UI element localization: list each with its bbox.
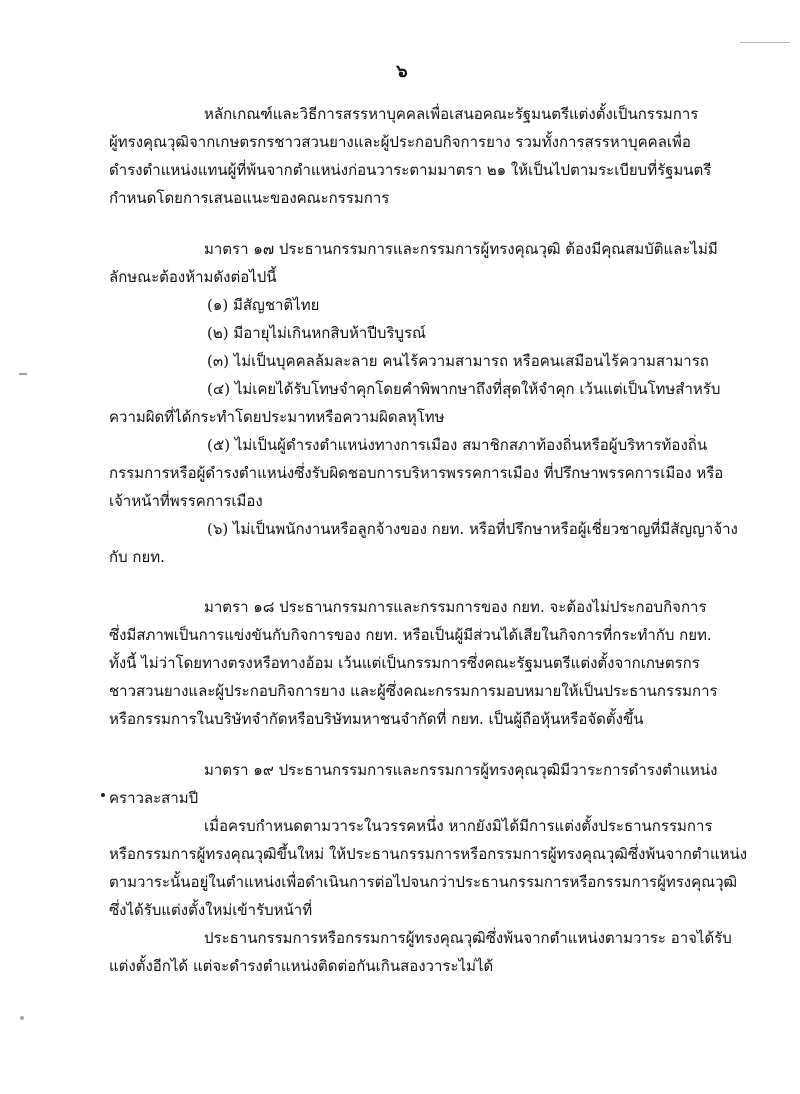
qualification-item-1: (๑) มีสัญชาติไทย xyxy=(207,296,320,314)
paragraph-line: แต่งตั้งอีกได้ แต่จะดำรงตำแหน่งติดต่อกันเกินสองวาระไม่ได้ xyxy=(109,957,494,975)
qualification-item-5: (๕) ไม่เป็นผู้ดำรงตำแหน่งทางการเมือง สมาชิกสภาท้องถิ่นหรือผู้บริหารท้องถิ่น xyxy=(207,436,708,454)
paragraph-line: กรรมการหรือผู้ดำรงตำแหน่งซึ่งรับผิดชอบการบริหารพรรคการเมือง ที่ปรึกษาพรรคการเมือง หรือ xyxy=(109,464,724,482)
paragraph-line: คราวละสามปี xyxy=(109,789,199,807)
scan-artifact-left xyxy=(19,373,27,375)
qualification-item-3: (๓) ไม่เป็นบุคคลล้มละลาย คนไร้ความสามารถ หรือคนเสมือนไร้ความสามารถ xyxy=(207,352,709,370)
paragraph-line: หรือกรรมการผู้ทรงคุณวุฒิขึ้นใหม่ ให้ประธานกรรมการหรือกรรมการผู้ทรงคุณวุฒิซึ่งพ้นจากตำแหน่ง xyxy=(109,845,748,863)
qualification-item-2: (๒) มีอายุไม่เกินหกสิบห้าปีบริบูรณ์ xyxy=(207,324,426,342)
section-19-heading-line: มาตรา ๑๙ ประธานกรรมการและกรรมการผู้ทรงคุณวุฒิมีวาระการดำรงตำแหน่ง xyxy=(204,761,718,779)
page-number: ๖ xyxy=(396,61,408,82)
paragraph-line: ทั้งนี้ ไม่ว่าโดยทางตรงหรือทางอ้อม เว้นแต่เป็นกรรมการซึ่งคณะรัฐมนตรีแต่งตั้งจากเกษตรกร xyxy=(109,654,700,672)
paragraph-line: ผู้ทรงคุณวุฒิจากเกษตรกรชาวสวนยางและผู้ประกอบกิจการยาง รวมทั้งการสรรหาบุคคลเพื่อ xyxy=(109,133,691,151)
paragraph-line: เมื่อครบกำหนดตามวาระในวรรคหนึ่ง หากยังมิได้มีการแต่งตั้งประธานกรรมการ xyxy=(204,817,713,835)
paragraph-line: ความผิดที่ได้กระทำโดยประมาทหรือความผิดลหุโทษ xyxy=(109,408,445,426)
paragraph-line: ซึ่งได้รับแต่งตั้งใหม่เข้ารับหน้าที่ xyxy=(109,901,313,919)
paragraph-line: ตามวาระนั้นอยู่ในตำแหน่งเพื่อดำเนินการต่อไปจนกว่าประธานกรรมการหรือกรรมการผู้ทรงคุณวุฒิ xyxy=(109,873,738,891)
paragraph-line: ลักษณะต้องห้ามดังต่อไปนี้ xyxy=(109,268,277,286)
paragraph-line: กำหนดโดยการเสนอแนะของคณะกรรมการ xyxy=(109,189,390,207)
scan-artifact-bottom-left xyxy=(20,1016,24,1020)
scan-dot xyxy=(101,793,105,797)
scan-artifact-top-right xyxy=(740,42,790,43)
paragraph-line: ประธานกรรมการหรือกรรมการผู้ทรงคุณวุฒิซึ่งพ้นจากตำแหน่งตามวาระ อาจได้รับ xyxy=(204,929,732,947)
paragraph-line: หรือกรรมการในบริษัทจำกัดหรือบริษัทมหาชนจำกัดที่ กยท. เป็นผู้ถือหุ้นหรือจัดตั้งขึ้น xyxy=(109,710,644,728)
paragraph-line: กับ กยท. xyxy=(109,548,165,566)
section-18-heading-line: มาตรา ๑๘ ประธานกรรมการและกรรมการของ กยท. จะต้องไม่ประกอบกิจการ xyxy=(204,598,707,616)
paragraph-line: เจ้าหน้าที่พรรคการเมือง xyxy=(109,492,263,510)
paragraph-line: ชาวสวนยางและผู้ประกอบกิจการยาง และผู้ซึ่งคณะกรรมการมอบหมายให้เป็นประธานกรรมการ xyxy=(109,682,718,700)
section-17-heading-line: มาตรา ๑๗ ประธานกรรมการและกรรมการผู้ทรงคุณวุฒิ ต้องมีคุณสมบัติและไม่มี xyxy=(204,240,718,258)
paragraph-line: หลักเกณฑ์และวิธีการสรรหาบุคคลเพื่อเสนอคณะรัฐมนตรีแต่งตั้งเป็นกรรมการ xyxy=(204,105,699,123)
qualification-item-6: (๖) ไม่เป็นพนักงานหรือลูกจ้างของ กยท. หรือที่ปรึกษาหรือผู้เชี่ยวชาญที่มีสัญญาจ้าง xyxy=(207,520,738,538)
qualification-item-4: (๔) ไม่เคยได้รับโทษจำคุกโดยคำพิพากษาถึงที่สุดให้จำคุก เว้นแต่เป็นโทษสำหรับ xyxy=(207,380,721,398)
paragraph-line: ดำรงตำแหน่งแทนผู้ที่พ้นจากตำแหน่งก่อนวาระตามมาตรา ๒๑ ให้เป็นไปตามระเบียบที่รัฐมนตรี xyxy=(109,161,712,179)
paragraph-line: ซึ่งมีสภาพเป็นการแข่งขันกับกิจการของ กยท. หรือเป็นผู้มีส่วนได้เสียในกิจการที่กระทำกับ กยท. xyxy=(109,626,712,644)
